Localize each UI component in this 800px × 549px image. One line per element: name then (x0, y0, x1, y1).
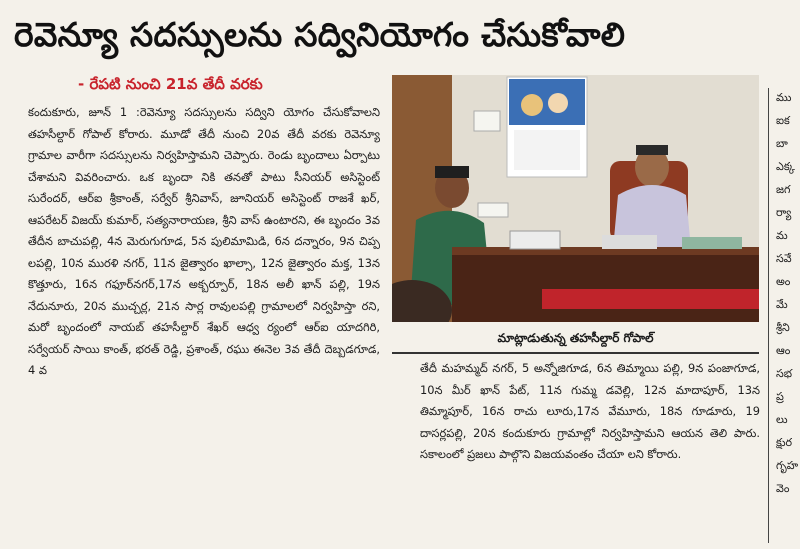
fragment-line: క్షుర (776, 436, 793, 449)
article-headline: రెవెన్యూ సదస్సులను సద్వినియోగం చేసుకోవాలి (14, 15, 626, 54)
fragment-line: జగ (776, 183, 791, 196)
fragment-line: వెం (776, 482, 790, 495)
caption-divider (392, 352, 759, 354)
adjacent-article-fragment (776, 86, 800, 546)
article-body-right-column (420, 358, 760, 534)
fragment-line: ప్ర (776, 390, 784, 403)
fragment-line: ము (776, 91, 792, 104)
fragment-line: మ (776, 229, 788, 242)
article-subheadline: - రేపటి నుంచి 21వ తేదీ వరకు (78, 75, 263, 93)
fragment-line: సవే (776, 252, 792, 265)
officials-meeting-illustration (392, 75, 759, 322)
news-photo (392, 75, 759, 322)
fragment-line: బా (776, 137, 788, 150)
column-divider (768, 88, 769, 543)
fragment-line: గృహ (776, 459, 799, 472)
fragment-line: అం (776, 275, 791, 288)
fragment-line: ఎక్క (776, 160, 795, 173)
fragment-line: ర్యా (776, 206, 792, 219)
fragment-line: లు (776, 413, 788, 426)
fragment-line: ఆం (776, 344, 791, 357)
article-body-text-continued: తేదీ మహమ్మద్ నగర్, 5 అన్నోజిగూడ, 6న తిమ్మాయి పల్లి, 9న పంజాగూడ, 10న మీర్ ఖాన్ పేట్, 11న గుమ్మ డవెల్లి, 12న మాదాపూర్, 13న తిమ్మాపూర్, 16న రాచు లూరు,17న వేమూరు, 18న గూడూరు, 19 దాసర్లపల్లి, 20న కందుకూరు గ్రామాల్లో నిర్వహిస్తామని ఆయన తెలి పారు. సకాలంలో ప్రజలు పాల్గొని విజయవంతం చేయా లని కోరారు. (420, 361, 760, 461)
photo-caption: మాట్లాడుతున్న తహసీల్దార్ గోపాల్ (497, 331, 654, 345)
fragment-line: ఐక (776, 114, 790, 127)
article-body-left-column (28, 102, 380, 532)
fragment-line: శ్రీని (776, 321, 790, 334)
fragment-line: మే (776, 298, 788, 311)
fragment-line: సభ (776, 367, 792, 380)
article-body-text: కందుకూరు, జూన్ 1 :రెవెన్యూ సదస్సులను సద్విని యోగం చేసుకోవాలని తహసీల్దార్ గోపాల్ కోరారు. మూడో తేదీ నుంచి 20వ తేదీ వరకు రెవెన్యూ గ్రామాల వారీగా సదస్సులను నిర్వహిస్తామని చెప్పారు. రెండు బృందాలు ఏర్పాటు చేశామని వివరించారు. ఒక బృందా నికి తనతో పాటు సీనియర్ అసిస్టెంట్ సురేందర్, ఆర్ఐ శ్రీకాంత్, సర్వేర్ శ్రీనివాస్, జూనియర్ అసిస్టెంట్ రాజశే ఖర్, ఆపరేటర్ విజయ్ కుమార్, సత్యనారాయణ, శ్రీని వాస్ ఉంటారని, ఈ బృందం 3వ తేదీన బాచుపల్లి, 4న మెరుగుగూడ, 5న పులిమామిడి, 6న దన్నారం, 9న చిప్ప లపల్లి, 10న మురళి నగర్, 11న జైత్వారం ఖాల్సా, 12న జైత్వారం మక్త, 13న కొత్తూరు, 16న గఫూర్‌నగర్,17న అక్బర్పూర్, 18న అలీ ఖాన్ పల్లి, 19న నేదునూరు, 20న ముచ్చర్ల, 21న సార్ల రావులపల్లి గ్రామాలలో నిర్వహిస్తా రని, మరో బృందంలో నాయబ్ తహసీల్దార్ శేఖర్ ఆధ్వ ర్యంలో ఆర్ఐ యాదగిరి, సర్వేయర్ సాయి కాంత్, భరత్ రెడ్డి, ప్రశాంత్, రఘు ఈనెల 3వ తేదీ దెబ్బడగూడ, 4 వ (28, 105, 380, 377)
